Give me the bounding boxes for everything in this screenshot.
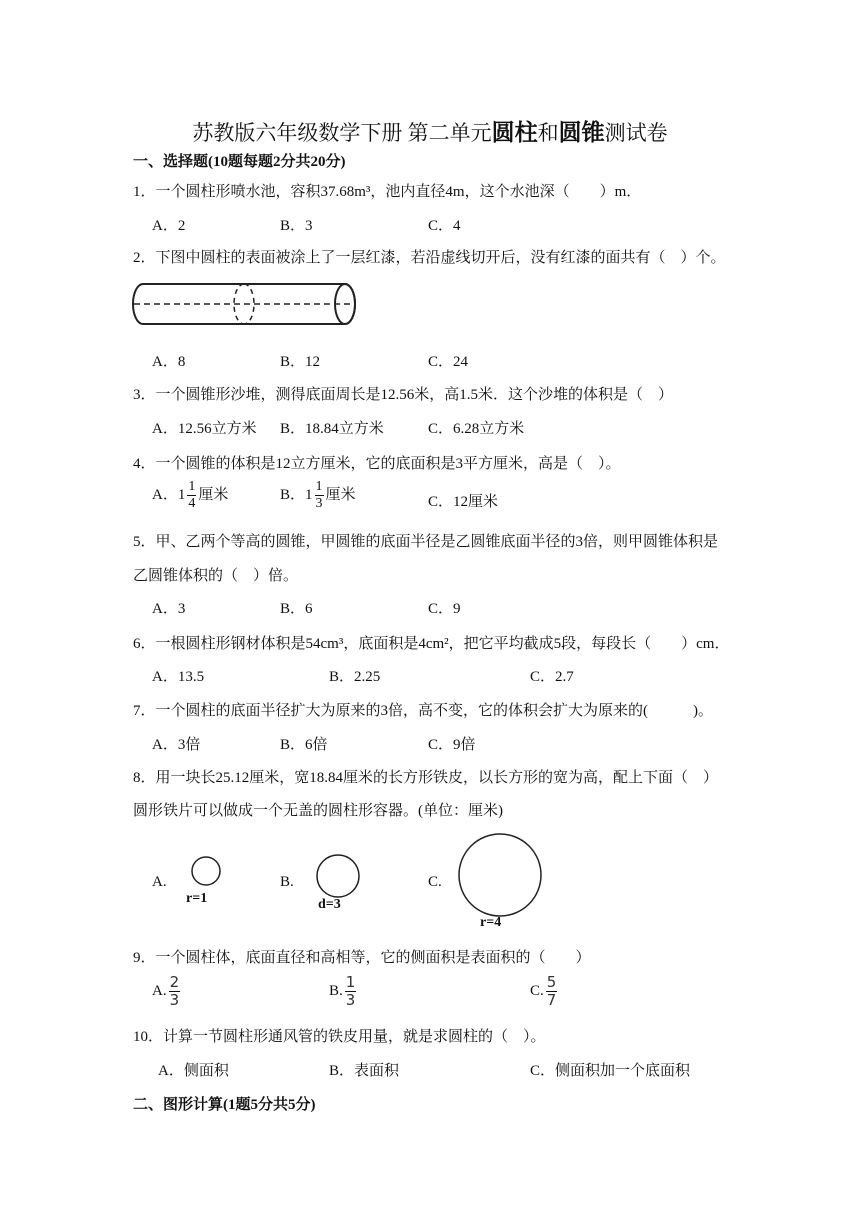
q8-option-b[interactable]: B. [280, 874, 294, 890]
q4-option-b[interactable] [280, 480, 356, 511]
question-9: 9．一个圆柱体，底面直径和高相等，它的侧面积是表面积的（ ） [133, 950, 591, 966]
question-5-line-1: 5．甲、乙两个等高的圆锥，甲圆锥的底面半径是乙圆锥底面半径的3倍，则甲圆锥体积是 [133, 534, 719, 550]
q1-option-b[interactable]: B．3 [280, 218, 313, 234]
q6-option-c[interactable]: C．2.7 [530, 669, 574, 685]
q5-option-a[interactable]: A．3 [152, 601, 186, 617]
q8-c-circle [457, 832, 543, 918]
q8-a-label: r=1 [186, 891, 208, 906]
q6-option-b[interactable]: B．2.25 [329, 669, 381, 685]
q4-a-fraction: $\frac{1}{4}$ [188, 479, 196, 511]
q8-c-label: r=4 [480, 915, 502, 930]
q7-option-a[interactable]: A．3倍 [152, 737, 201, 753]
q7-option-c[interactable]: C．9倍 [428, 737, 476, 753]
q10-option-a[interactable]: A．侧面积 [158, 1063, 229, 1079]
question-7: 7．一个圆柱的底面半径扩大为原来的3倍，高不变，它的体积会扩大为原来的( )。 [133, 703, 713, 719]
title-pre: 苏教版六年级数学下册 第二单元 [192, 121, 492, 145]
question-3: 3．一个圆锥形沙堆，测得底面周长是12.56米，高1.5米．这个沙堆的体积是（ ） [133, 387, 674, 403]
q2-option-c[interactable]: C．24 [428, 354, 469, 370]
question-4: 4．一个圆锥的体积是12立方厘米，它的底面积是3平方厘米，高是（ ）。 [133, 456, 621, 472]
title-and: 和 [537, 121, 559, 145]
q4-option-c[interactable]: C．12厘米 [428, 494, 499, 510]
q3-option-c[interactable]: C．6.28立方米 [428, 421, 525, 437]
cylinder-figure [128, 278, 364, 330]
q2-option-b[interactable]: B．12 [280, 354, 321, 370]
q9-option-b[interactable] [329, 975, 358, 1008]
q3-option-a[interactable]: A．12.56立方米 [152, 421, 257, 437]
q9-option-a[interactable] [152, 975, 182, 1008]
question-8-line-1: 8．用一块长25.12厘米，宽18.84厘米的长方形铁皮，以长方形的宽为高，配上下面（ ） [133, 770, 719, 786]
q8-b-label: d=3 [318, 897, 341, 912]
page-title [0, 114, 860, 147]
question-5-line-2: 乙圆锥体积的（ ）倍。 [133, 568, 299, 584]
q3-option-b[interactable]: B．18.84立方米 [280, 421, 384, 437]
q4-a-whole: A．1 [152, 486, 186, 503]
q4-b-fraction: $\frac{1}{3}$ [315, 479, 323, 511]
q5-option-c[interactable]: C．9 [428, 601, 461, 617]
q9-c-letter: C. [530, 982, 544, 999]
q9-b-letter: B. [329, 982, 343, 999]
q8-option-c[interactable]: C. [428, 874, 442, 890]
q1-option-c[interactable]: C．4 [428, 218, 461, 234]
title-post: 测试卷 [604, 121, 668, 145]
question-10: 10．计算一节圆柱形通风管的铁皮用量，就是求圆柱的（ ）。 [133, 1029, 546, 1045]
question-1: 1．一个圆柱形喷水池，容积37.68m³，池内直径4m，这个水池深（ ）m． [133, 184, 642, 200]
q9-a-letter: A. [152, 982, 167, 999]
section-1-heading: 一、选择题(10题每题2分共20分) [133, 154, 346, 170]
title-cylinder: 圆柱 [491, 120, 538, 145]
q1-option-a[interactable]: A．2 [152, 218, 186, 234]
question-2: 2．下图中圆柱的表面被涂上了一层红漆，若沿虚线切开后，没有红漆的面共有（ ）个。 [133, 250, 726, 266]
question-8-line-2: 圆形铁片可以做成一个无盖的圆柱形容器。(单位：厘米) [133, 803, 503, 819]
q4-b-whole: B．1 [280, 486, 313, 503]
q9-option-c[interactable] [530, 975, 559, 1008]
q4-b-unit: 厘米 [325, 486, 356, 503]
q8-a-circle [190, 855, 222, 887]
q10-option-c[interactable]: C．侧面积加一个底面积 [530, 1063, 691, 1079]
q4-a-unit: 厘米 [198, 486, 229, 503]
q6-option-a[interactable]: A．13.5 [152, 669, 205, 685]
q9-a-fraction: $\frac{2}{3}$ [169, 973, 180, 1009]
q8-option-a[interactable]: A. [152, 874, 167, 890]
q8-b-circle [315, 853, 361, 899]
section-2-heading: 二、图形计算(1题5分共5分) [133, 1097, 316, 1113]
question-6: 6．一根圆柱形钢材体积是54cm³，底面积是4cm²，把它平均截成5段，每段长（ ）cm． [133, 636, 730, 652]
q5-option-b[interactable]: B．6 [280, 601, 313, 617]
q4-option-a[interactable] [152, 480, 228, 511]
q9-b-fraction: $\frac{1}{3}$ [345, 973, 356, 1009]
q9-c-fraction: $\frac{5}{7}$ [546, 973, 557, 1009]
q10-option-b[interactable]: B．表面积 [329, 1063, 400, 1079]
q2-option-a[interactable]: A．8 [152, 354, 186, 370]
q7-option-b[interactable]: B．6倍 [280, 737, 328, 753]
title-cone: 圆锥 [558, 120, 605, 145]
